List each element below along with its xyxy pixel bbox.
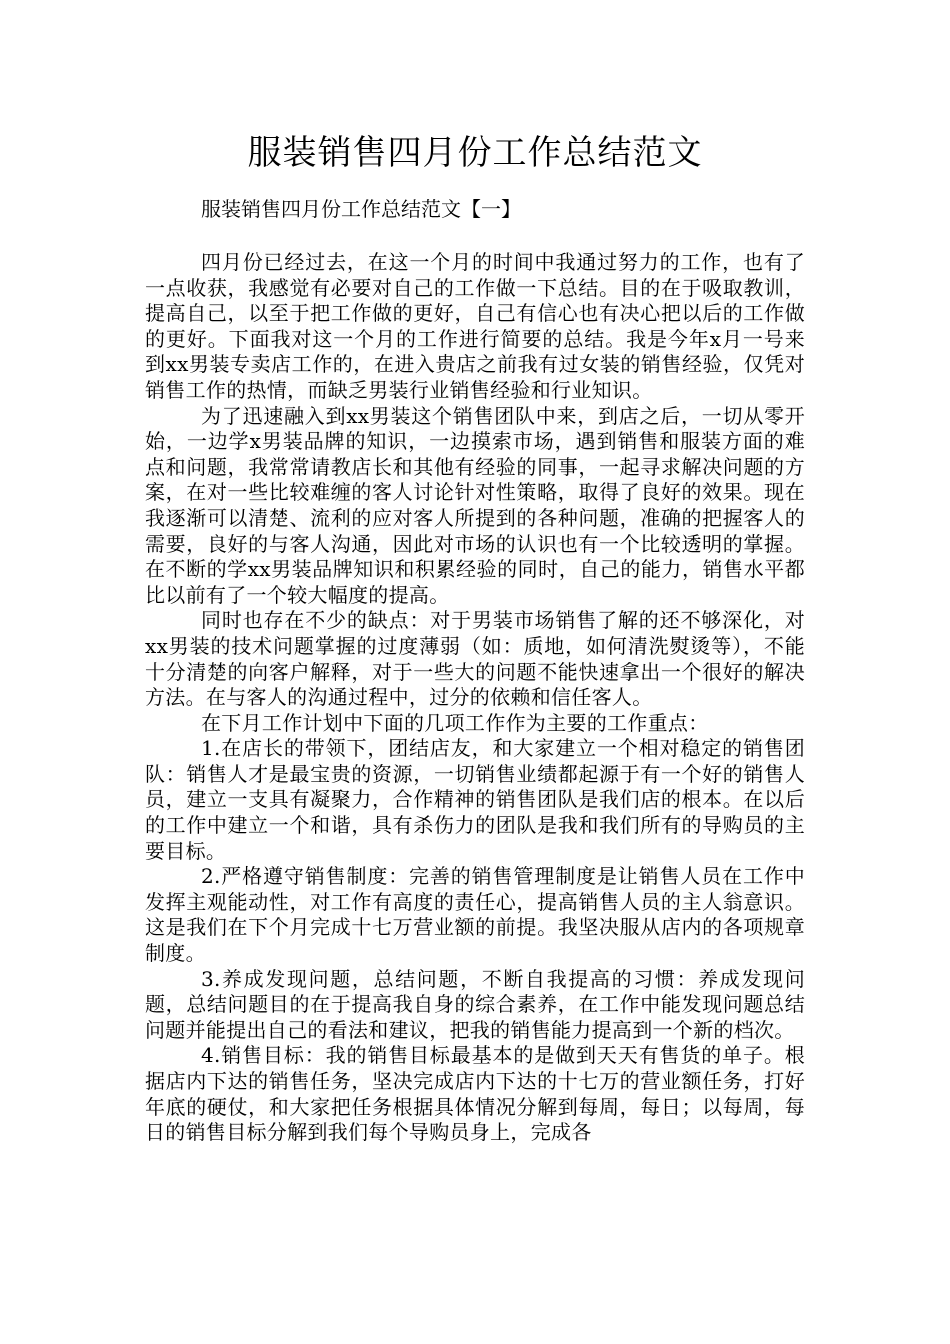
- paragraph-learning: 为了迅速融入到xx男装这个销售团队中来，到店之后，一切从零开始，一边学x男装品牌的知识，一边摸索市场，遇到销售和服装方面的难点和问题，我常常请教店长和其他有经验的同事，一起寻求解决问题的方案，在对一些比较难缠的客人讨论针对性策略，取得了良好的效果。现在我逐渐可以清楚、流利的应对客人所提到的各种问题，准确的把握客人的需要，良好的与客人沟通，因此对市场的认识也有一个比较透明的掌握。在不断的学xx男装品牌知识和积累经验的同时，自己的能力，销售水平都比以前有了一个较大幅度的提高。: [145, 403, 805, 607]
- paragraph-plan-item-2: 2.严格遵守销售制度：完善的销售管理制度是让销售人员在工作中发挥主观能动性，对工作有高度的责任心，提高销售人员的主人翁意识。这是我们在下个月完成十七万营业额的前提。我坚决服从店内的各项规章制度。: [145, 864, 805, 966]
- paragraph-intro: 四月份已经过去，在这一个月的时间中我通过努力的工作，也有了一点收获，我感觉有必要对自己的工作做一下总结。目的在于吸取教训，提高自己，以至于把工作做的更好，自己有信心也有决心把以后的工作做的更好。下面我对这一个月的工作进行简要的总结。我是今年x月一号来到xx男装专卖店工作的，在进入贵店之前我有过女装的销售经验，仅凭对销售工作的热情，而缺乏男装行业销售经验和行业知识。: [145, 250, 805, 402]
- paragraph-shortcomings: 同时也存在不少的缺点：对于男装市场销售了解的还不够深化，对xx男装的技术问题掌握的过度薄弱（如：质地，如何清洗熨烫等），不能十分清楚的向客户解释，对于一些大的问题不能快速拿出一个很好的解决方法。在与客人的沟通过程中，过分的依赖和信任客人。: [145, 608, 805, 710]
- paragraph-plan-item-1: 1.在店长的带领下，团结店友，和大家建立一个相对稳定的销售团队：销售人才是最宝贵的资源，一切销售业绩都起源于有一个好的销售人员，建立一支具有凝聚力，合作精神的销售团队是我们店的根本。在以后的工作中建立一个和谐，具有杀伤力的团队是我和我们所有的导购员的主要目标。: [145, 736, 805, 863]
- document-title: 服装销售四月份工作总结范文: [247, 133, 703, 173]
- paragraph-plan-intro: 在下月工作计划中下面的几项工作作为主要的工作重点：: [201, 710, 709, 735]
- document-page: [145, 0, 805, 1146]
- paragraph-plan-item-4: 4.销售目标：我的销售目标最基本的是做到天天有售货的单子。根据店内下达的销售任务，坚决完成店内下达的十七万的营业额任务，打好年底的硬仗，和大家把任务根据具体情况分解到每周，每日；以每周，每日的销售目标分解到我们每个导购员身上，完成各: [145, 1043, 805, 1145]
- document-subtitle: 服装销售四月份工作总结范文【一】: [201, 197, 521, 221]
- document-body: [145, 250, 805, 1146]
- paragraph-plan-item-3: 3.养成发现问题，总结问题，不断自我提高的习惯：养成发现问题，总结问题目的在于提高我自身的综合素养，在工作中能发现问题总结问题并能提出自己的看法和建议，把我的销售能力提高到一个新的档次。: [145, 966, 805, 1042]
